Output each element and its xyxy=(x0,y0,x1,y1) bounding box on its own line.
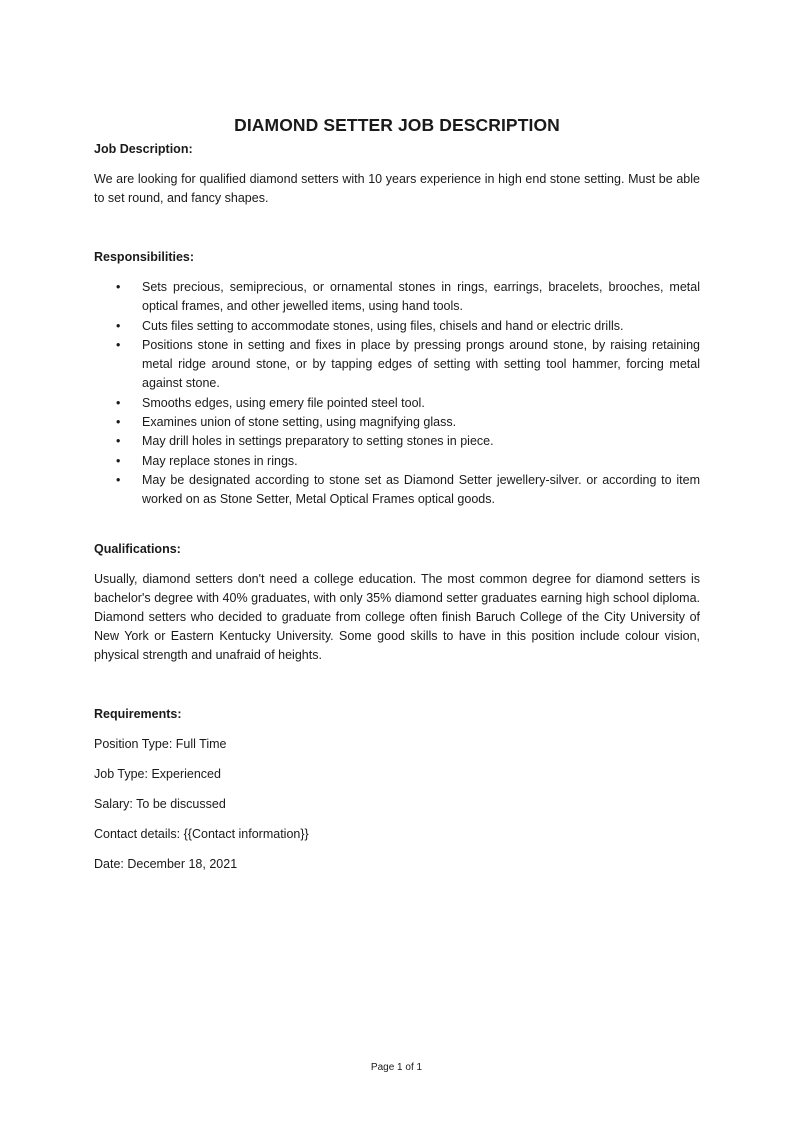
list-item xyxy=(94,394,700,413)
list-item xyxy=(94,432,700,451)
responsibility-text: May be designated according to stone set as Diamond Setter jewellery-silver. or according to item worked on as Stone Setter, Metal Optical Frames optical goods. xyxy=(142,472,700,507)
responsibility-text: Positions stone in setting and fixes in place by pressing prongs around stone, by raising retaining metal ridge around stone, or by tapping edges of setting with setting tool hammer, forcing metal against stone. xyxy=(142,337,700,391)
bullet-icon: • xyxy=(116,337,121,352)
job-type: Job Type: Experienced xyxy=(94,766,221,781)
bullet-icon: • xyxy=(116,472,121,487)
bullet-icon: • xyxy=(116,453,121,468)
qualifications-text: Usually, diamond setters don't need a college education. The most common degree for diamond setters is bachelor's degree with 40% graduates, with only 35% diamond setter graduates earning high school diploma. Diamond setters who decided to graduate from college often finish Baruch College of the City University of New York or Eastern Kentucky University. Some good skills to have in this position include colour vision, physical strength and unafraid of heights. xyxy=(94,571,700,662)
bullet-icon: • xyxy=(116,434,121,449)
salary: Salary: To be discussed xyxy=(94,796,226,811)
contact-details: Contact details: {{Contact information}} xyxy=(94,826,309,841)
date: Date: December 18, 2021 xyxy=(94,856,238,871)
list-item xyxy=(94,278,700,317)
list-item xyxy=(94,471,700,510)
responsibility-text: Examines union of stone setting, using magnifying glass. xyxy=(142,415,457,430)
requirements-heading: Requirements: xyxy=(94,706,182,721)
list-item xyxy=(94,452,700,471)
responsibility-text: Cuts files setting to accommodate stones, using files, chisels and hand or electric drills. xyxy=(142,318,624,333)
responsibility-text: Smooths edges, using emery file pointed steel tool. xyxy=(142,395,425,410)
list-item xyxy=(94,317,700,336)
document-title: DIAMOND SETTER JOB DESCRIPTION xyxy=(234,115,560,135)
page-number: Page 1 of 1 xyxy=(370,1062,423,1073)
position-type: Position Type: Full Time xyxy=(94,736,227,751)
responsibilities-heading: Responsibilities: xyxy=(94,250,195,264)
bullet-icon: • xyxy=(116,280,121,294)
qualifications-heading: Qualifications: xyxy=(94,541,181,556)
job-description-heading: Job Description: xyxy=(94,142,193,156)
job-description-text: We are looking for qualified diamond setters with 10 years experience in high end stone setting. Must be able to set round, and fancy shapes. xyxy=(94,172,700,205)
responsibility-text: May replace stones in rings. xyxy=(142,453,298,468)
bullet-icon: • xyxy=(116,415,121,430)
responsibilities-list xyxy=(94,278,700,510)
bullet-icon: • xyxy=(116,318,121,333)
bullet-icon: • xyxy=(116,395,121,410)
document-body xyxy=(94,112,700,874)
responsibility-text: May drill holes in settings preparatory to setting stones in piece. xyxy=(142,434,494,449)
list-item xyxy=(94,336,700,394)
responsibility-text: Sets precious, semiprecious, or ornamental stones in rings, earrings, bracelets, brooches, metal optical frames, and other jewelled items, using hand tools. xyxy=(142,280,700,314)
list-item xyxy=(94,413,700,432)
